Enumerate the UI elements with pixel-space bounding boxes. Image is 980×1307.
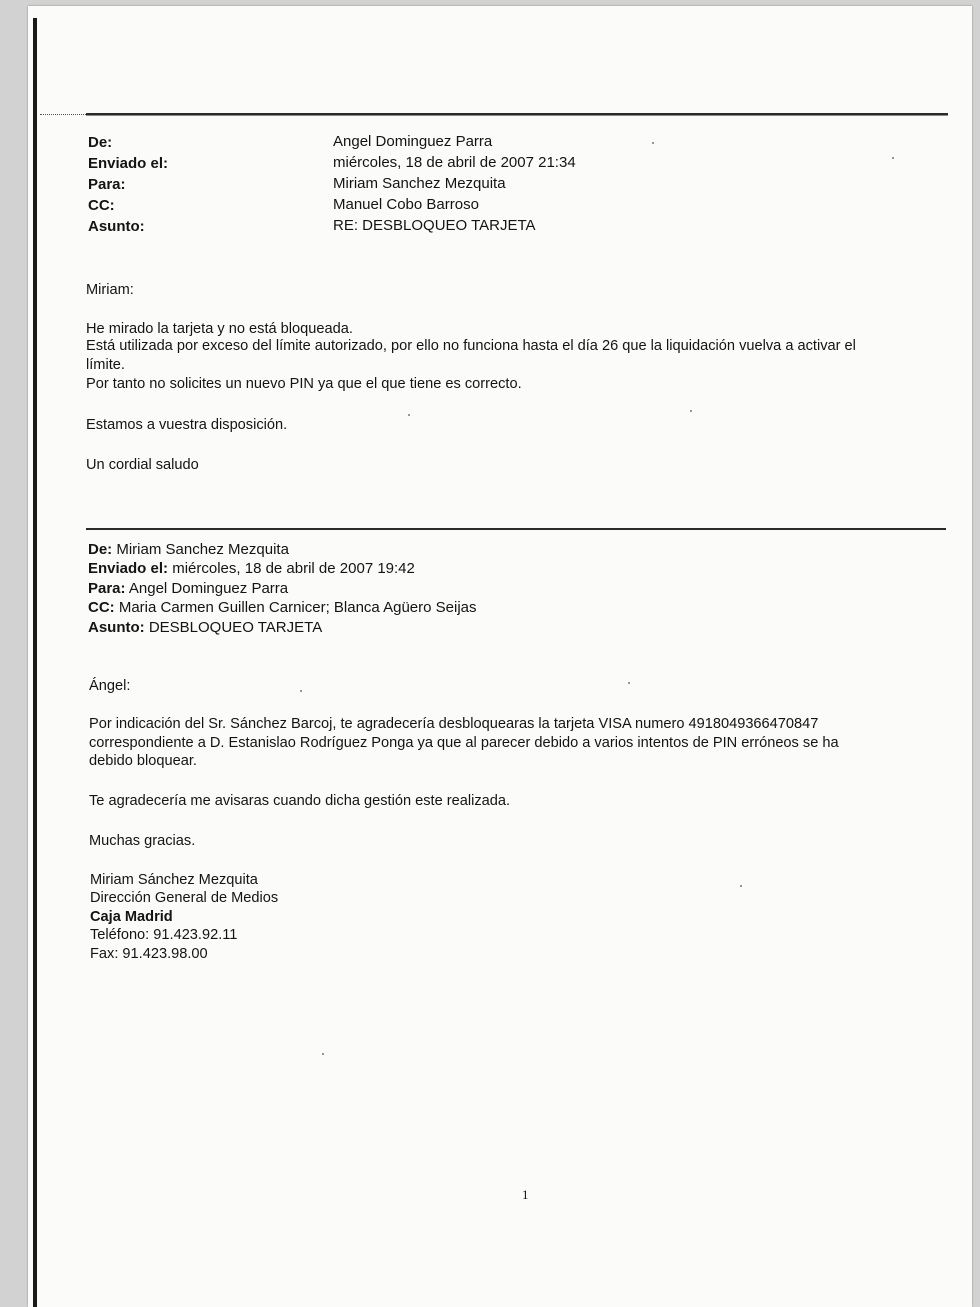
asunto-label: Asunto: [88, 218, 145, 235]
enviado-label: Enviado el: [88, 155, 169, 172]
para-label: Para: [88, 176, 126, 193]
scan-speck [300, 690, 302, 692]
page-number: 1 [522, 1187, 529, 1202]
quoted-enviado-value: miércoles, 18 de abril de 2007 19:42 [172, 560, 415, 577]
quoted-greeting: Ángel: [89, 678, 131, 694]
reply-closing: Un cordial saludo [86, 457, 199, 473]
quoted-de-value: Miriam Sanchez Mezquita [116, 541, 289, 558]
quoted-cc-value: Maria Carmen Guillen Carnicer; Blanca Agüero Seijas [118, 599, 477, 616]
quoted-para-line [88, 579, 288, 598]
signature-department: Dirección General de Medios [90, 890, 279, 906]
quoted-de-label: De: [88, 541, 113, 558]
para-value: Miriam Sanchez Mezquita [333, 175, 506, 192]
reply-line-5: Estamos a vuestra disposición. [86, 417, 288, 433]
quoted-line-1: Por indicación del Sr. Sánchez Barcoj, te agradecería desbloquearas la tarjeta VISA numero 4918049366470847 [89, 716, 819, 732]
scan-speck [740, 885, 742, 887]
quoted-line-3: debido bloquear. [89, 753, 197, 769]
quoted-de-line [88, 540, 289, 559]
cc-value: Manuel Cobo Barroso [333, 196, 479, 213]
quoted-para-value: Angel Dominguez Parra [128, 580, 289, 597]
scan-speck [322, 1053, 324, 1055]
quoted-enviado-line [88, 559, 415, 578]
header-divider [86, 113, 948, 117]
enviado-value: miércoles, 18 de abril de 2007 21:34 [333, 154, 576, 171]
quoted-asunto-value: DESBLOQUEO TARJETA [148, 619, 323, 636]
scan-speck [652, 142, 654, 144]
reply-greeting: Miriam: [86, 282, 134, 298]
reply-line-2: Está utilizada por exceso del límite autorizado, por ello no funciona hasta el día 26 que la liquidación vuelva a activar el [86, 338, 856, 354]
signature-phone: Teléfono: 91.423.92.11 [90, 927, 238, 943]
quoted-line-5: Muchas gracias. [89, 833, 196, 849]
reply-line-3: límite. [86, 357, 125, 373]
scan-speck [690, 410, 692, 412]
scan-speck [892, 157, 894, 159]
document-page [28, 6, 972, 1307]
signature-company: Caja Madrid [90, 909, 173, 925]
scan-noise [40, 114, 90, 117]
quoted-cc-line [88, 598, 477, 617]
reply-line-4: Por tanto no solicites un nuevo PIN ya que el que tiene es correcto. [86, 376, 522, 392]
quoted-line-2: correspondiente a D. Estanislao Rodríguez Ponga ya que al parecer debido a varios intentos de PIN erróneos se ha [89, 735, 839, 751]
cc-label: CC: [88, 197, 115, 214]
quoted-para-label: Para: [88, 580, 126, 597]
de-value: Angel Dominguez Parra [333, 133, 493, 150]
quote-divider [86, 528, 946, 530]
signature-fax: Fax: 91.423.98.00 [90, 946, 208, 962]
quoted-enviado-label: Enviado el: [88, 560, 169, 577]
scan-speck [628, 682, 630, 684]
quoted-cc-label: CC: [88, 599, 115, 616]
quoted-asunto-line [88, 618, 322, 637]
quoted-asunto-label: Asunto: [88, 619, 145, 636]
quoted-line-4: Te agradecería me avisaras cuando dicha gestión este realizada. [89, 793, 511, 809]
signature-name: Miriam Sánchez Mezquita [90, 872, 258, 888]
asunto-value: RE: DESBLOQUEO TARJETA [333, 217, 536, 234]
scan-edge [33, 18, 37, 1307]
scan-speck [408, 414, 410, 416]
reply-line-1: He mirado la tarjeta y no está bloqueada. [86, 321, 353, 337]
de-label: De: [88, 134, 113, 151]
